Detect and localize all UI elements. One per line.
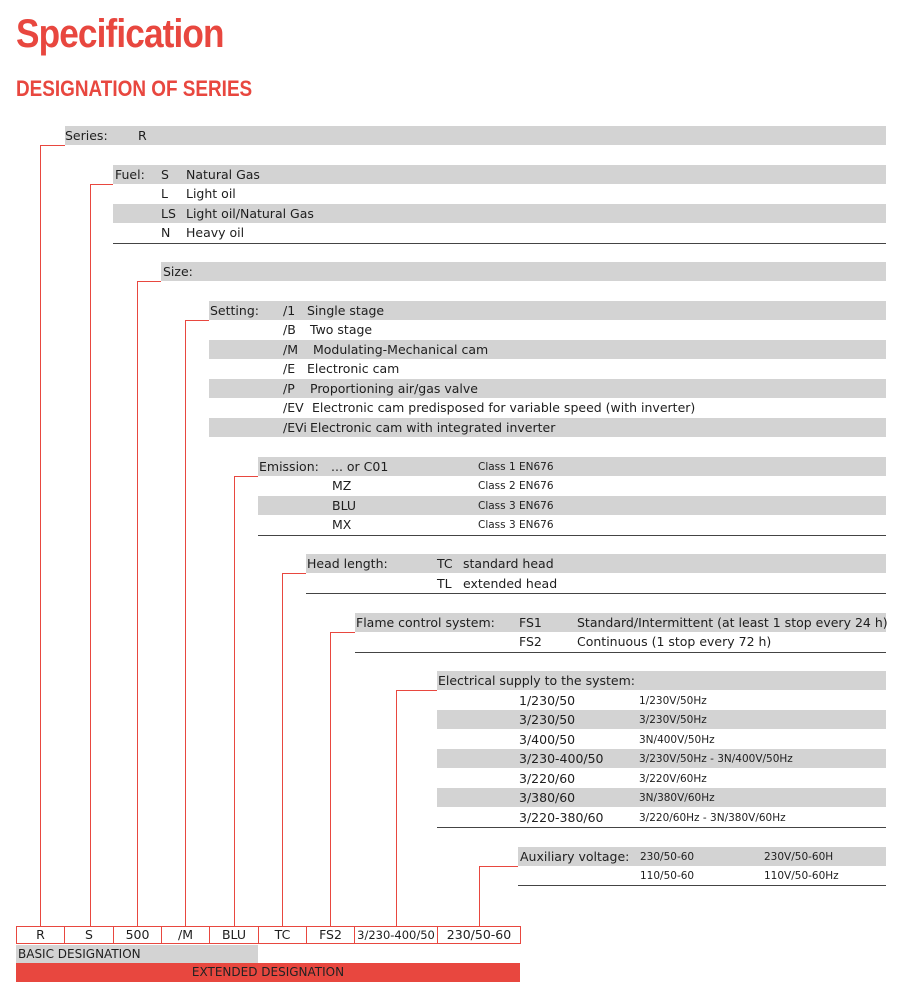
setting-code: /1 — [283, 303, 296, 318]
setting-code: /B — [283, 322, 296, 337]
setting-row-1 — [209, 301, 886, 320]
electrical-desc: 3N/380V/60Hz — [639, 792, 715, 804]
electrical-code: 3/400/50 — [519, 732, 576, 747]
flame-divider — [355, 652, 886, 653]
auxiliary-divider — [518, 885, 886, 886]
emission-row-2 — [258, 476, 886, 495]
setting-desc: Two stage — [310, 322, 373, 337]
electrical-row-5 — [437, 769, 886, 788]
connector-auxiliary — [479, 866, 480, 926]
connector-fuel — [90, 184, 91, 926]
code-box-series: R — [16, 926, 65, 944]
code-box-head: TC — [258, 926, 307, 944]
setting-desc: Single stage — [307, 303, 385, 318]
emission-desc: Class 2 EN676 — [478, 480, 554, 492]
emission-divider — [258, 535, 886, 536]
connector-fuel-h — [90, 184, 113, 185]
head-row-1 — [306, 554, 886, 573]
auxiliary-label: Auxiliary voltage: — [520, 849, 630, 864]
electrical-code: 3/230/50 — [519, 712, 576, 727]
setting-row-7 — [209, 418, 886, 437]
auxiliary-row-1 — [518, 847, 886, 866]
series-value: R — [138, 128, 147, 143]
auxiliary-code: 230/50-60 — [640, 851, 695, 863]
emission-row-3 — [258, 496, 886, 515]
setting-desc: Modulating-Mechanical cam — [313, 342, 489, 357]
setting-row-6 — [209, 398, 886, 417]
electrical-code: 3/380/60 — [519, 790, 576, 805]
connector-head-h — [282, 573, 306, 574]
electrical-desc: 3/220/60Hz - 3N/380V/60Hz — [639, 812, 786, 824]
fuel-code: S — [161, 167, 169, 182]
code-box-emission: BLU — [209, 926, 259, 944]
connector-flame-h — [330, 632, 355, 633]
fuel-desc: Natural Gas — [186, 167, 260, 182]
head-desc: extended head — [463, 576, 558, 591]
emission-desc: Class 1 EN676 — [478, 461, 554, 473]
electrical-code: 3/220/60 — [519, 771, 576, 786]
code-box-auxiliary: 230/50-60 — [437, 926, 521, 944]
connector-emission-h — [234, 476, 258, 477]
setting-row-3 — [209, 340, 886, 359]
fuel-row-4 — [113, 223, 886, 242]
basic-designation-bar: BASIC DESIGNATION — [16, 945, 258, 963]
connector-emission — [234, 476, 235, 926]
emission-code: MX — [332, 517, 352, 532]
fuel-desc: Heavy oil — [186, 225, 245, 240]
connector-size — [137, 281, 138, 926]
setting-desc: Electronic cam — [307, 361, 400, 376]
connector-setting-h — [185, 320, 209, 321]
setting-code: /EV — [283, 400, 304, 415]
setting-desc: Proportioning air/gas valve — [310, 381, 478, 396]
electrical-divider — [437, 827, 886, 828]
setting-row-4 — [209, 359, 886, 378]
emission-code: BLU — [332, 498, 357, 513]
flame-desc: Continuous (1 stop every 72 h) — [577, 634, 772, 649]
head-divider — [306, 593, 886, 594]
setting-desc: Electronic cam predisposed for variable speed (with inverter) — [312, 400, 696, 415]
fuel-code: LS — [161, 206, 176, 221]
fuel-divider — [113, 243, 886, 244]
fuel-code: L — [161, 186, 168, 201]
electrical-row-2 — [437, 710, 886, 729]
connector-size-h — [137, 281, 161, 282]
code-box-flame: FS2 — [306, 926, 355, 944]
extended-designation-bar: EXTENDED DESIGNATION — [16, 963, 520, 982]
connector-series-h — [40, 145, 65, 146]
connector-electrical — [396, 690, 397, 926]
connector-series — [40, 145, 41, 926]
setting-code: /EVi — [283, 420, 307, 435]
auxiliary-desc: 230V/50-60H — [764, 851, 834, 863]
electrical-desc: 3N/400V/50Hz — [639, 734, 715, 746]
fuel-row-2 — [113, 184, 886, 203]
auxiliary-row-2 — [518, 866, 886, 885]
electrical-row-4 — [437, 749, 886, 768]
code-box-setting: /M — [161, 926, 210, 944]
setting-row-5 — [209, 379, 886, 398]
connector-head — [282, 573, 283, 926]
connector-setting — [185, 320, 186, 926]
page-subtitle: DESIGNATION OF SERIES — [16, 76, 253, 101]
emission-label: Emission: — [259, 459, 319, 474]
emission-code: ... or C01 — [331, 459, 389, 474]
electrical-desc: 3/220V/60Hz — [639, 773, 707, 785]
setting-code: /E — [283, 361, 296, 376]
size-label: Size: — [163, 264, 193, 279]
electrical-desc: 3/230V/50Hz — [639, 714, 707, 726]
flame-row-1 — [355, 613, 886, 632]
head-desc: standard head — [463, 556, 554, 571]
head-row-2 — [306, 574, 886, 593]
emission-desc: Class 3 EN676 — [478, 500, 554, 512]
electrical-label: Electrical supply to the system: — [438, 673, 635, 688]
head-label: Head length: — [307, 556, 388, 571]
flame-row-2 — [355, 632, 886, 651]
emission-desc: Class 3 EN676 — [478, 519, 554, 531]
fuel-row-3 — [113, 204, 886, 223]
setting-desc: Electronic cam with integrated inverter — [310, 420, 556, 435]
setting-code: /P — [283, 381, 295, 396]
electrical-header-row — [437, 671, 886, 690]
series-label: Series: — [65, 128, 108, 143]
setting-label: Setting: — [210, 303, 259, 318]
connector-flame — [330, 632, 331, 926]
electrical-code: 3/220-380/60 — [519, 810, 604, 825]
auxiliary-desc: 110V/50-60Hz — [764, 870, 839, 882]
connector-auxiliary-h — [479, 866, 518, 867]
series-row — [65, 126, 886, 145]
setting-code: /M — [283, 342, 298, 357]
size-row — [161, 262, 886, 281]
code-box-fuel: S — [64, 926, 114, 944]
electrical-desc: 1/230V/50Hz — [639, 695, 707, 707]
flame-code: FS1 — [519, 615, 542, 630]
emission-row-4 — [258, 515, 886, 534]
fuel-row-1 — [113, 165, 886, 184]
fuel-desc: Light oil — [186, 186, 236, 201]
setting-row-2 — [209, 320, 886, 339]
head-code: TC — [437, 556, 453, 571]
flame-desc: Standard/Intermittent (at least 1 stop every 24 h) — [577, 615, 888, 630]
connector-electrical-h — [396, 690, 437, 691]
electrical-desc: 3/230V/50Hz - 3N/400V/50Hz — [639, 753, 793, 765]
electrical-row-3 — [437, 730, 886, 749]
code-box-electrical: 3/230-400/50 — [354, 926, 438, 944]
auxiliary-code: 110/50-60 — [640, 870, 695, 882]
emission-row-1 — [258, 457, 886, 476]
head-code: TL — [437, 576, 452, 591]
electrical-code: 3/230-400/50 — [519, 751, 604, 766]
electrical-row-1 — [437, 691, 886, 710]
flame-label: Flame control system: — [356, 615, 495, 630]
emission-code: MZ — [332, 478, 352, 493]
electrical-code: 1/230/50 — [519, 693, 576, 708]
fuel-label: Fuel: — [115, 167, 145, 182]
fuel-desc: Light oil/Natural Gas — [186, 206, 314, 221]
electrical-row-7 — [437, 808, 886, 827]
page-title: Specification — [16, 12, 224, 56]
fuel-code: N — [161, 225, 171, 240]
code-box-size: 500 — [113, 926, 162, 944]
electrical-row-6 — [437, 788, 886, 807]
flame-code: FS2 — [519, 634, 542, 649]
